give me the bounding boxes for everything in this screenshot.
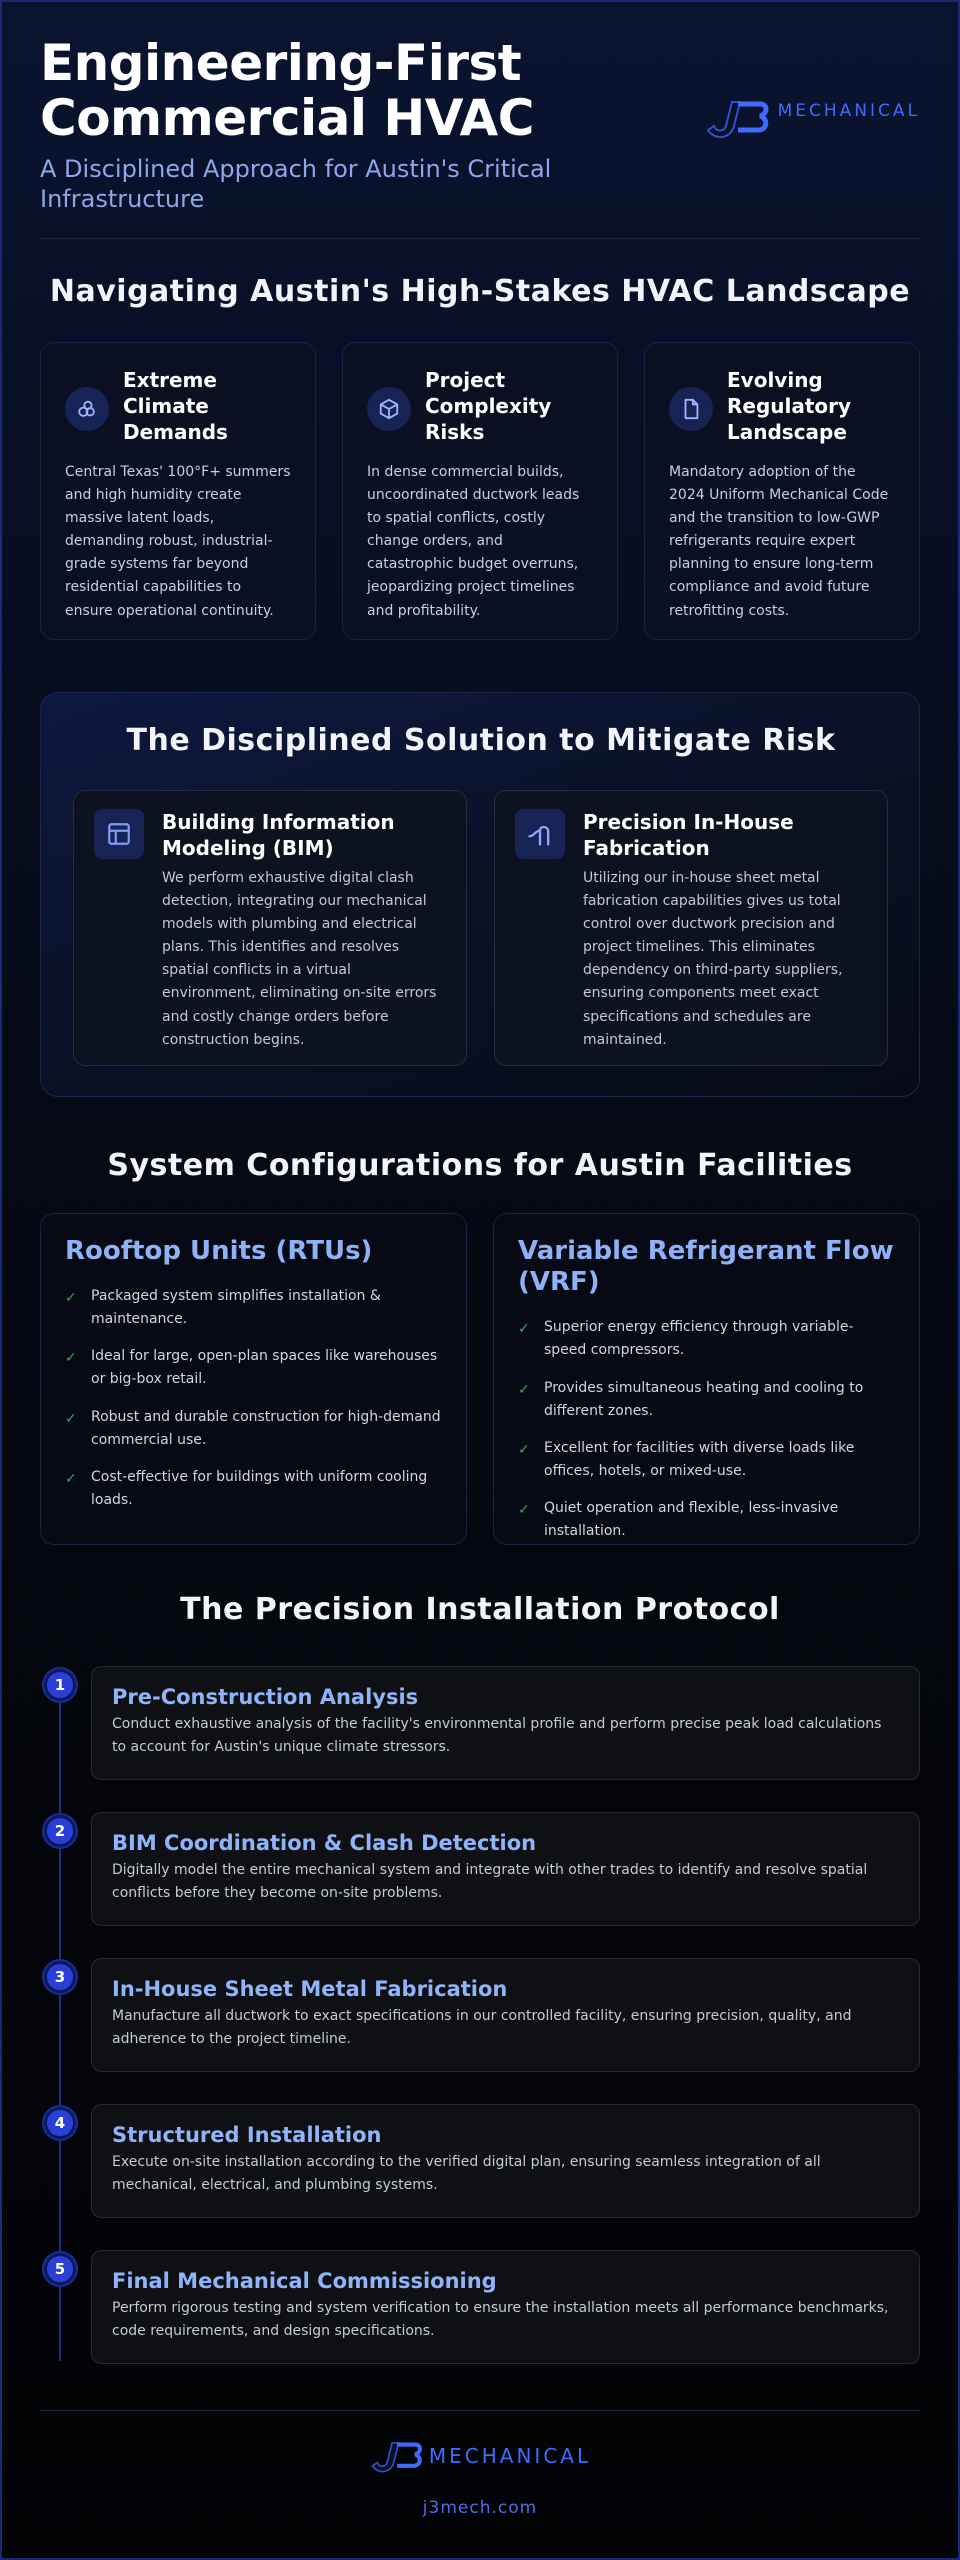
- footer-divider: [40, 2410, 920, 2411]
- protocol-step: [91, 1666, 920, 1780]
- step-body: Conduct exhaustive analysis of the facility's environmental profile and perform precise peak load calculations to account for Austin's unique climate stressors.: [112, 1716, 882, 1756]
- config-card-rtu: [40, 1213, 467, 1545]
- list-item: ✓ Robust and durable construction for high-demand commercial use.: [65, 1406, 442, 1452]
- logo-secondary-text: SERVICES: [777, 120, 860, 135]
- cube-icon: [367, 387, 411, 431]
- header: [40, 34, 920, 213]
- challenge-body: Mandatory adoption of the 2024 Uniform Mechanical Code and the transition to low-GWP refrigerants require expert planning to ensure long-term compliance and avoid future retrofitting costs.: [669, 464, 889, 619]
- config-card-vrf: [493, 1213, 920, 1545]
- list-item: ✓ Excellent for facilities with diverse loads like offices, hotels, or mixed-use.: [518, 1437, 895, 1483]
- step-title: Pre-Construction Analysis: [112, 1685, 419, 1709]
- list-item: ✓ Provides simultaneous heating and cooling to different zones.: [518, 1377, 895, 1423]
- solution-panel: [40, 692, 920, 1097]
- feature-list: [518, 1316, 895, 1543]
- website-link[interactable]: j3mech.com: [422, 2498, 538, 2518]
- step-body: Perform rigorous testing and system verification to ensure the installation meets all performance benchmarks, code requirements, and design specifications.: [112, 2300, 889, 2340]
- list-item: ✓ Quiet operation and flexible, less-invasive installation.: [518, 1497, 895, 1543]
- step-body: Execute on-site installation according to the verified digital plan, ensuring seamless integration of all mechanical, electrical, and plumbing systems.: [112, 2154, 821, 2194]
- challenge-card-climate: [40, 342, 316, 640]
- protocol-heading: The Precision Installation Protocol: [180, 1592, 780, 1627]
- step-number-badge: 2: [44, 1815, 76, 1847]
- check-icon: ✓: [518, 1381, 530, 1398]
- footer-logo[interactable]: [0, 2438, 960, 2474]
- configs-heading: System Configurations for Austin Facilities: [107, 1148, 853, 1183]
- step-body: Digitally model the entire mechanical system and integrate with other trades to identify and resolve spatial conflicts before they become on-site problems.: [112, 1862, 868, 1902]
- check-icon: ✓: [518, 1321, 530, 1338]
- step-title: BIM Coordination & Clash Detection: [112, 1831, 537, 1855]
- document-icon: [669, 387, 713, 431]
- check-icon: ✓: [65, 1410, 77, 1427]
- list-item: ✓ Superior energy efficiency through variable-speed compressors.: [518, 1316, 895, 1362]
- solution-card-bim: [73, 790, 467, 1066]
- duct-icon: [515, 809, 565, 859]
- protocol-step: [91, 2250, 920, 2364]
- step-body: Manufacture all ductwork to exact specifications in our controlled facility, ensuring precision, quality, and adherence to the project timeline.: [112, 2008, 852, 2048]
- step-number-badge: 4: [44, 2107, 76, 2139]
- list-item: ✓ Cost-effective for buildings with uniform cooling loads.: [65, 1466, 442, 1512]
- solution-title: Precision In-House Fabrication: [583, 810, 794, 860]
- step-number-badge: 5: [44, 2253, 76, 2285]
- brand-logo[interactable]: [704, 96, 920, 140]
- step-title: Structured Installation: [112, 2123, 382, 2147]
- check-icon: ✓: [65, 1350, 77, 1367]
- solution-title: Building Information Modeling (BIM): [162, 810, 395, 860]
- solution-body: Utilizing our in-house sheet metal fabrication capabilities gives us total control over ductwork precision and project timelines. This eliminates dependency on third-party suppliers, ensuring components meet exact specifications and schedules are maintained.: [583, 870, 843, 1048]
- challenge-card-complexity: [342, 342, 618, 640]
- solution-card-fabrication: [494, 790, 888, 1066]
- check-icon: ✓: [65, 1290, 77, 1307]
- page-subtitle: A Disciplined Approach for Austin's Critical Infrastructure: [40, 155, 552, 213]
- list-item: ✓ Ideal for large, open-plan spaces like warehouses or big-box retail.: [65, 1345, 442, 1391]
- challenge-body: In dense commercial builds, uncoordinated ductwork leads to spatial conflicts, costly change orders, and catastrophic budget overruns, jeopardizing project timelines and profitability.: [367, 464, 580, 619]
- solution-heading: The Disciplined Solution to Mitigate Risk: [126, 723, 836, 758]
- config-title: Rooftop Units (RTUs): [65, 1236, 373, 1266]
- j3-logo-icon: [369, 2438, 425, 2474]
- step-number-badge: 1: [44, 1669, 76, 1701]
- layout-icon: [94, 809, 144, 859]
- step-number-badge: 3: [44, 1961, 76, 1993]
- challenge-title: Extreme Climate Demands: [123, 368, 228, 444]
- feature-list: [65, 1285, 442, 1512]
- footer-logo-text: MECHANICAL: [428, 2444, 592, 2468]
- challenge-title: Evolving Regulatory Landscape: [727, 368, 852, 444]
- challenge-card-regulatory: [644, 342, 920, 640]
- logo-primary-text: MECHANICAL: [777, 100, 920, 121]
- step-title: Final Mechanical Commissioning: [112, 2269, 497, 2293]
- protocol-step: [91, 1958, 920, 2072]
- protocol-step: [91, 1812, 920, 1926]
- check-icon: ✓: [518, 1441, 530, 1458]
- list-item: ✓ Packaged system simplifies installation & maintenance.: [65, 1285, 442, 1331]
- header-divider: [40, 238, 920, 239]
- climate-icon: [65, 387, 109, 431]
- step-title: In-House Sheet Metal Fabrication: [112, 1977, 508, 2001]
- config-title: Variable Refrigerant Flow (VRF): [518, 1236, 894, 1298]
- page-title: Engineering-First Commercial HVAC: [40, 34, 534, 147]
- check-icon: ✓: [65, 1470, 77, 1487]
- solution-body: We perform exhaustive digital clash detection, integrating our mechanical models with plumbing and electrical plans. This identifies and resolves spatial conflicts in a virtual environment, eliminating on-site errors and costly change orders before construction begins.: [162, 870, 437, 1048]
- challenge-body: Central Texas' 100°F+ summers and high humidity create massive latent loads, demanding robust, industrial-grade systems far beyond residential capabilities to ensure operational continuity.: [65, 464, 291, 619]
- check-icon: ✓: [518, 1501, 530, 1518]
- protocol-step: [91, 2104, 920, 2218]
- challenge-title: Project Complexity Risks: [425, 368, 552, 444]
- landscape-heading: Navigating Austin's High-Stakes HVAC Landscape: [49, 274, 911, 309]
- j3-logo-icon: [704, 96, 772, 140]
